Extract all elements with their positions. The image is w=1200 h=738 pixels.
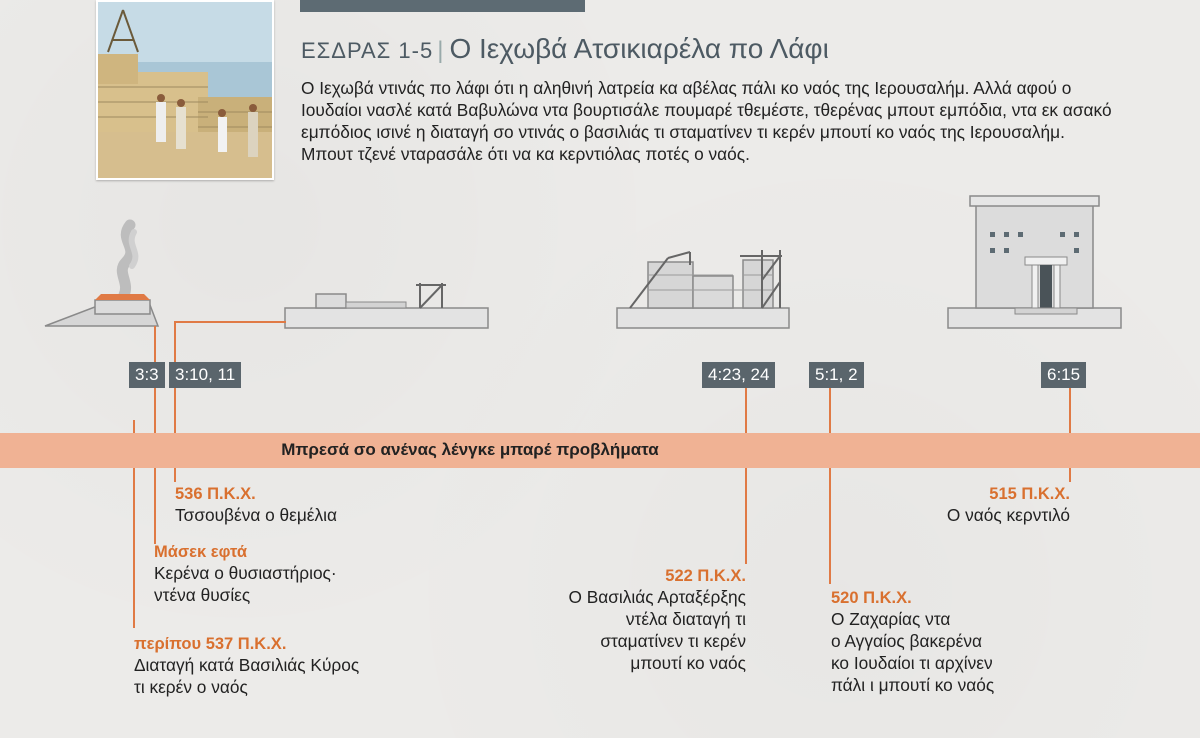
intro-paragraph: Ο Ιεχωβά ντινάς πο λάφι ότι η αληθινή λατρεία κα αβέλας πάλι κο ναός της Ιερουσαλήμ. Αλλά αφού ο Ιουδαίοι νασλέ κατά Βαβυλώνα ντα βουρτισάλε πουμαρέ τθεμέστε, τθερένας μπουτ εμπόδια, ντα εκ ασακό εμπόδιος ισινέ η διαταγή σο ντινάς ο βασιλιάς τι σταματίνεν τι κερέν μπουτί κο ναός της Ιερουσαλήμ. Μπουτ τζενέ νταρασάλε ότι να κα κερντιόλας ποτές ο ναός. <box>301 78 1112 164</box>
ref-badge-6-15: 6:15 <box>1041 362 1086 388</box>
event-date: 536 Π.Κ.Χ. <box>175 485 256 503</box>
event-537 <box>134 635 359 698</box>
event-520 <box>831 589 994 696</box>
event-date: 520 Π.Κ.Χ. <box>831 589 912 607</box>
ref-badge-4-23: 4:23, 24 <box>702 362 775 388</box>
ref-badge-3-3: 3:3 <box>129 362 165 388</box>
event-text: ο Αγγαίος βακερένα <box>831 631 982 651</box>
ref-badge-3-10: 3:10, 11 <box>169 362 241 388</box>
event-text: Διαταγή κατά Βασιλιάς Κύρος <box>134 655 360 675</box>
event-text: μπουτί κο ναός <box>630 653 746 673</box>
event-text: ντέλα διαταγή τι <box>625 609 746 629</box>
event-text: Ο Ζαχαρίας ντα <box>831 609 951 629</box>
connector-4-23 <box>745 386 747 564</box>
event-date: Μάσεκ εφτά <box>154 543 248 561</box>
event-text: κο Ιουδαίοι τι αρχίνεν <box>831 653 993 673</box>
event-seventh-month <box>154 543 337 606</box>
event-515 <box>860 485 1070 526</box>
event-text: τι κερέν ο ναός <box>134 677 248 697</box>
title-text: Ο Ιεχωβά Ατσικιαρέλα πο Λάφι <box>449 33 829 64</box>
problems-period-label: Μπρεσά σο ανένας λένγκε μπαρέ προβλήματα <box>281 440 659 459</box>
temple-stages-illustration <box>0 0 1200 340</box>
event-text: Ο Βασιλιάς Αρταξέρξης <box>568 587 746 607</box>
event-date: 515 Π.Κ.Χ. <box>989 485 1070 503</box>
event-text: Τσσουβένα ο θεμέλια <box>175 505 337 525</box>
event-text: σταματίνεν τι κερέν <box>600 631 746 651</box>
foundation-icon <box>285 283 488 328</box>
connector-3-10-h <box>174 321 286 323</box>
title-separator: | <box>437 37 444 64</box>
event-date: περίπου 537 Π.Κ.Χ. <box>134 635 287 653</box>
event-text: Κερένα ο θυσιαστήριος· <box>154 563 337 583</box>
event-text: Ο ναός κερντιλό <box>946 505 1070 525</box>
scripture-reference: ΕΣΔΡΑΣ 1-5 <box>301 38 434 63</box>
event-date: 522 Π.Κ.Χ. <box>665 567 746 585</box>
connector-5-1 <box>829 386 831 584</box>
partial-walls-icon <box>617 250 789 328</box>
event-text: πάλι ι μπουτί κο ναός <box>831 675 995 695</box>
event-text: ντένα θυσίες <box>154 585 251 605</box>
event-536 <box>175 485 337 526</box>
completed-temple-icon <box>948 196 1121 328</box>
event-522 <box>480 567 746 674</box>
altar-icon <box>45 225 158 326</box>
ref-badge-5-1: 5:1, 2 <box>809 362 864 388</box>
